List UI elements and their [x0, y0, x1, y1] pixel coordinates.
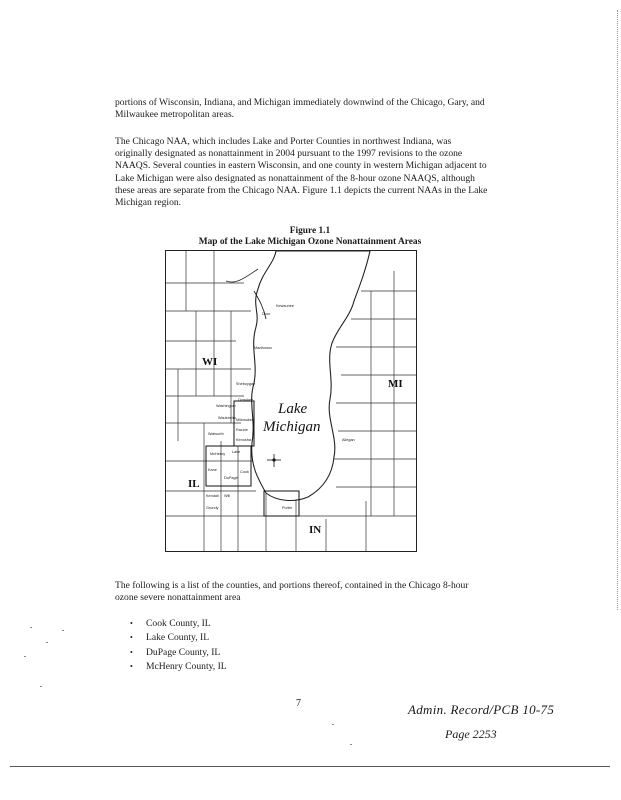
scan-speck [332, 724, 334, 725]
scan-speck [30, 627, 32, 628]
scan-speck [62, 630, 64, 631]
page-stamp: Page 2253 [445, 727, 497, 741]
county-label: Milwaukee [236, 418, 254, 422]
county-label: Door [262, 312, 271, 316]
state-label-wi: WI [202, 356, 218, 368]
footer-rule [10, 766, 610, 767]
list-item: • Lake County, IL [130, 631, 227, 645]
county-label: Lake [232, 450, 241, 454]
nonattainment-map [165, 250, 417, 552]
paragraph-chicago-naa: The Chicago NAA, which includes Lake and Porter Counties in northwest Indiana, was originally designated as nonattainment in 2004 pursuant to the 1997 revisions to the ozone NAAQS. Several counties in eastern Wisconsin, and one county in western Michigan adjacent to Lake Michigan were also designated as nonattainment of the 8-hour ozone NAAQS, although these areas are separate from the Chicago NAA. Figure 1.1 depicts the current NAAs in the Lake Michigan region. [115, 136, 488, 209]
county-label: Washington [216, 404, 236, 408]
figure-number: Figure 1.1 [289, 226, 331, 236]
county-label: Grundy [206, 506, 219, 510]
list-item: • McHenry County, IL [130, 660, 227, 674]
state-label-mi: MI [388, 378, 403, 390]
scan-speck [350, 744, 352, 745]
scan-speck [24, 656, 26, 657]
figure-title: Map of the Lake Michigan Ozone Nonattainment Areas [198, 237, 422, 247]
county-label: Walworth [208, 432, 224, 436]
list-item: • Cook County, IL [130, 617, 227, 631]
state-label-in: IN [309, 524, 322, 536]
county-label: Allegan [342, 438, 355, 442]
county-label: Kendall [206, 494, 219, 498]
county-label: Waukesha [218, 416, 236, 420]
paragraph-intro-continuation: portions of Wisconsin, Indiana, and Michigan immediately downwind of the Chicago, Gary, and Milwaukee metropolitan areas. [115, 97, 485, 121]
scan-speck [46, 642, 48, 643]
county-label: Kenosha [236, 438, 251, 442]
paragraph-county-list-intro: The following is a list of the counties, and portions thereof, contained in the Chicago 8-hour ozone severe nonattainment area [115, 580, 469, 604]
county-label: McHenry [210, 452, 226, 456]
page-number: 7 [296, 698, 301, 709]
county-label: Racine [236, 428, 248, 432]
county-label: Porter [282, 506, 293, 510]
county-label: Kane [208, 468, 217, 472]
county-list [130, 617, 227, 674]
county-label: Cook [240, 470, 249, 474]
admin-record-stamp: Admin. Record/PCB 10-75 [408, 702, 555, 717]
scan-speck [40, 686, 42, 687]
lake-label-line1: Lake [278, 401, 308, 417]
county-label: Kewaunee [276, 304, 294, 308]
county-label: Sheboygan [236, 382, 256, 386]
scan-edge [614, 10, 618, 610]
county-label: Manitowoc [254, 346, 273, 350]
list-item: • DuPage County, IL [130, 646, 227, 660]
state-label-il: IL [188, 478, 200, 490]
lake-label-line2: Michigan [263, 419, 321, 435]
county-label: Will [224, 494, 231, 498]
county-label: Ozaukee [238, 398, 254, 402]
county-label: DuPage [224, 476, 238, 480]
